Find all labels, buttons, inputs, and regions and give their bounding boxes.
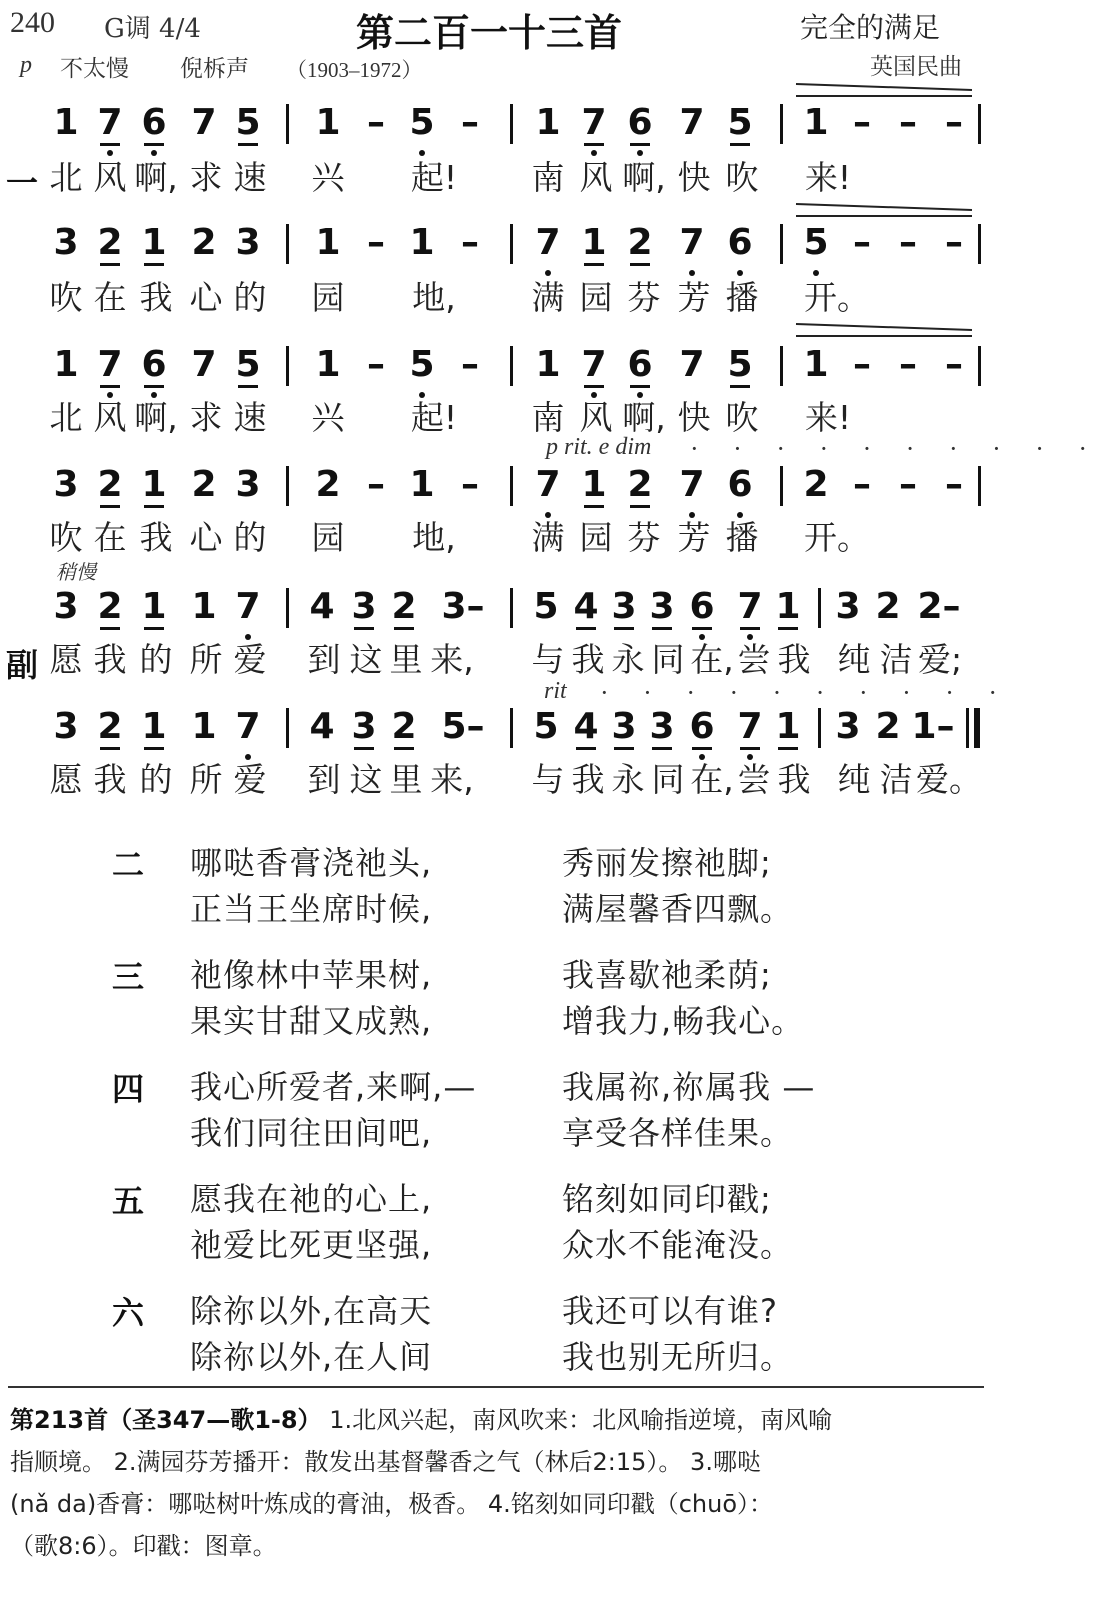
prit-dots: · · · · · · · · · · [690,434,1101,463]
bar-line [780,224,783,264]
lyric: 在 [93,518,127,557]
prit-annotation: p rit. e dim [546,434,652,460]
lyric: 这 [349,760,383,799]
note: – [945,344,963,385]
lyric: 同 [651,760,685,799]
bar-line [286,346,289,386]
lyric: 在 [93,278,127,317]
note: 1 [803,102,829,143]
lyric: 园 [311,278,345,317]
note: – [461,222,479,263]
notation-line-2 [0,220,1008,280]
note: 1 [409,222,435,263]
lyric: 来! [804,398,852,437]
lyric: 我 [571,760,605,799]
note: – [853,344,871,385]
lyric: 爱 [233,640,267,679]
note: – [899,464,917,505]
lyric: 快 [677,158,711,197]
bar-line [510,708,513,748]
verse-line: 哪哒香膏浇祂头, [190,844,433,882]
note: 1 [132,462,176,508]
lyric: 风 [93,158,127,197]
slightly-slow-mark: 稍慢 [56,560,96,584]
note: 7 [88,100,132,146]
notation-line-6 [0,704,1008,764]
lyric: 芳 [677,278,711,317]
lyric: 南 [531,158,565,197]
note: 6 [718,462,762,508]
lyric: 在, [690,640,734,679]
note: 5 [226,342,270,388]
footnote-line-4: （歌8:6）。印戳：图章。 [10,1532,277,1560]
bar-line [978,104,981,144]
footnote-line-1 [10,1400,990,1440]
lyric: 快 [677,398,711,437]
note: 7 [670,462,714,508]
final-bar-line-thick [974,708,980,748]
bar-line [286,104,289,144]
bar-line [510,588,513,628]
verse-line: 我喜歇祂柔荫; [562,956,772,994]
verse-line: 秀丽发擦祂脚; [562,844,772,882]
lyric: 永 [611,640,645,679]
note: 2 [803,464,829,505]
lyric: 开。 [804,278,870,317]
lyric: 芳 [677,518,711,557]
note: 5 [533,586,559,627]
bar-line [286,466,289,506]
note: 2 [875,706,901,747]
lyric: 到 [307,640,341,679]
lyric: 起! [410,158,458,197]
verse-number: 六 [112,1294,145,1332]
lyric: 洁 [879,760,913,799]
final-bar-line-thin [966,708,969,748]
lyric: 所 [189,760,223,799]
note: 1 [315,344,341,385]
verse-line: 除祢以外,在高天 [190,1292,433,1330]
lyric: 地, [412,518,456,557]
note: 6 [680,704,724,750]
lyric: 的 [233,278,267,317]
note: – [367,102,385,143]
lyric: 我 [571,640,605,679]
lyric: 我 [777,760,811,799]
note: – [899,102,917,143]
lyric: 播 [725,278,759,317]
lyric: 地, [412,278,456,317]
notation-line-3 [0,342,1008,402]
bar-line [780,466,783,506]
verse-line: 众水不能淹没。 [562,1226,794,1264]
note: 3 [835,586,861,627]
lyric: 北 [49,398,83,437]
lyric: 来, [430,640,474,679]
footnote-divider [8,1386,984,1388]
tempo-mark: 不太慢 [60,56,129,82]
lyric: 与 [531,640,565,679]
notation-line-1 [0,100,1008,160]
note: 7 [226,704,270,750]
lyric: 满 [531,518,565,557]
lyric: 心 [189,278,223,317]
lyric: 与 [531,760,565,799]
note: 1– [911,706,955,747]
lyric: 播 [725,518,759,557]
note: – [853,464,871,505]
verse-number: 三 [112,958,145,996]
note: 7 [572,342,616,388]
note: 6 [618,100,662,146]
note: 7 [572,100,616,146]
note: 1 [132,584,176,630]
lyric: 愿 [49,640,83,679]
lyric: 同 [651,640,685,679]
bar-line [510,224,513,264]
lyric: 纯 [837,640,871,679]
lyric: 尝 [737,760,771,799]
note: 7 [191,344,217,385]
lyric: 纯 [837,760,871,799]
note: 2 [88,220,132,266]
lyric: 爱; [917,640,963,679]
note: 3 [602,704,646,750]
note: 3 [53,222,79,263]
verse-line: 铭刻如同印戳; [562,1180,772,1218]
lyric: 啊, [134,398,178,437]
lyric: 我 [139,278,173,317]
verse-line: 我们同往田间吧, [190,1114,433,1152]
note: 4 [564,584,608,630]
note: 1 [315,102,341,143]
note: – [367,464,385,505]
note: 4 [309,586,335,627]
note: 7 [226,584,270,630]
note: 1 [53,102,79,143]
verse-line: 增我力,畅我心。 [562,1002,805,1040]
note: 3 [342,704,386,750]
hymn-subtitle: 完全的满足 [800,11,941,44]
lyric: 速 [233,158,267,197]
note: – [461,102,479,143]
lyric: 芬 [627,278,661,317]
note: 7 [679,102,705,143]
lyric: 心 [189,518,223,557]
note: – [899,222,917,263]
note: 6 [718,220,762,266]
lyric: 吹 [725,398,759,437]
lyric: 芬 [627,518,661,557]
verse-line: 祂像林中苹果树, [190,956,433,994]
dynamics-mark: p [20,52,32,78]
author-name: 倪柝声 [180,56,249,82]
lyric: 南 [531,398,565,437]
note: – [367,344,385,385]
lyric: 吹 [49,278,83,317]
bar-line [818,588,821,628]
note: 3 [235,464,261,505]
note: 3 [235,222,261,263]
bar-line [286,588,289,628]
lyric: 我 [777,640,811,679]
note: 1 [572,462,616,508]
note: 3 [53,586,79,627]
lyric: 所 [189,640,223,679]
bar-line [510,104,513,144]
note: 2 [382,704,426,750]
note: 5 [400,342,444,388]
note: 1 [572,220,616,266]
note: 1 [191,706,217,747]
footnote-text: 1.北风兴起，南风吹来：北风喻指逆境，南风喻 [321,1406,833,1434]
note: 4 [309,706,335,747]
note: 7 [670,220,714,266]
verse-number: 四 [112,1070,145,1108]
rit-dots: · · · · · · · · · · [600,678,1012,707]
author-years: （1903–1972） [286,58,423,82]
bar-line [286,708,289,748]
lyric: 尝 [737,640,771,679]
note: – [945,222,963,263]
lyric: 园 [579,518,613,557]
music-origin: 英国民曲 [870,54,962,80]
bar-line [286,224,289,264]
note: 2 [618,462,662,508]
note: 5 [718,342,762,388]
bar-line [978,466,981,506]
note: 6 [132,342,176,388]
note: – [461,464,479,505]
bar-line [978,346,981,386]
lyric: 满 [531,278,565,317]
note: 7 [679,344,705,385]
note: 4 [564,704,608,750]
lyric: 啊, [622,158,666,197]
note: 1 [132,220,176,266]
lyric: 到 [307,760,341,799]
bar-line [780,346,783,386]
footnote-label: 第213首（圣347—歌1-8） [10,1406,322,1434]
note: 2 [88,584,132,630]
lyric: 兴 [311,398,345,437]
note: 3 [342,584,386,630]
note: 2 [191,222,217,263]
verse-line: 正当王坐席时候, [190,890,433,928]
lyric: 这 [349,640,383,679]
verse-number: 五 [112,1182,145,1220]
lyric: 速 [233,398,267,437]
lyric: 求 [189,398,223,437]
note: 7 [728,704,772,750]
note: 7 [728,584,772,630]
lyric: 的 [139,640,173,679]
note: 3 [835,706,861,747]
bar-line [510,346,513,386]
note: 1 [315,222,341,263]
lyric: 啊, [134,158,178,197]
note: 3– [441,586,485,627]
note: – [853,102,871,143]
note: 2 [88,704,132,750]
lyric: 我 [139,518,173,557]
lyric: 开。 [804,518,870,557]
note: 6 [132,100,176,146]
lyric: 起! [410,398,458,437]
note: 1 [132,704,176,750]
note: 6 [680,584,724,630]
lyric: 洁 [879,640,913,679]
note: 2 [618,220,662,266]
verse-line: 除祢以外,在人间 [190,1338,433,1376]
verse-number: 二 [112,846,145,884]
lyric: 求 [189,158,223,197]
note: 3 [53,464,79,505]
verse-line: 果实甘甜又成熟, [190,1002,433,1040]
note: – [367,222,385,263]
note: 7 [191,102,217,143]
lyric: 里 [389,760,423,799]
note: – [945,102,963,143]
bar-line [510,466,513,506]
note: – [461,344,479,385]
note: – [899,344,917,385]
lyrics-line-2 [0,276,1008,322]
note: 1 [803,344,829,385]
note: 5 [400,100,444,146]
note: 7 [88,342,132,388]
note: 3 [602,584,646,630]
notation-line-5 [0,584,1008,644]
note: 3 [640,584,684,630]
note: 5 [226,100,270,146]
lyric: 吹 [725,158,759,197]
hymn-number: 240 [10,6,55,39]
note: 5 [718,100,762,146]
lyric: 永 [611,760,645,799]
note: 2 [315,464,341,505]
note: 2 [875,586,901,627]
lyric: 风 [93,398,127,437]
note: 1 [191,586,217,627]
verse-line: 享受各样佳果。 [562,1114,794,1152]
verse-line: 我也别无所归。 [562,1338,794,1376]
notation-line-4 [0,462,1008,522]
lyric: 的 [139,760,173,799]
lyric: 吹 [49,518,83,557]
note: 1 [535,102,561,143]
note: 1 [53,344,79,385]
note: 1 [409,464,435,505]
note: 1 [766,704,810,750]
verse-line: 满屋馨香四飘。 [562,890,794,928]
lyrics-line-1 [0,156,1008,202]
lyric: 愿 [49,760,83,799]
key-signature: G调 4/4 [104,14,201,44]
note: 3 [53,706,79,747]
bar-line [978,224,981,264]
hymn-title: 第二百一十三首 [356,11,623,55]
verse-line: 愿我在祂的心上, [190,1180,433,1218]
note: 6 [618,342,662,388]
bar-line [818,708,821,748]
lyrics-line-4 [0,516,1008,562]
lyric: 来, [430,760,474,799]
lyric: 北 [49,158,83,197]
chorus-marker: 副 [6,646,39,684]
lyric: 啊, [622,398,666,437]
note: 2 [88,462,132,508]
lyric: 我 [93,640,127,679]
note: 5 [533,706,559,747]
rit-annotation: rit [544,678,567,704]
note: 1 [535,344,561,385]
note: 5– [441,706,485,747]
note: 2 [382,584,426,630]
lyric: 的 [233,518,267,557]
lyric: 风 [579,158,613,197]
verse-line: 我还可以有谁? [562,1292,778,1330]
footnote-line-2: 指顺境。 2.满园芬芳播开：散发出基督馨香之气（林后2:15）。 3.哪哒 [10,1448,761,1476]
lyric: 爱。 [916,760,982,799]
note: – [853,222,871,263]
verse-marker-one: 一 [6,164,39,202]
lyric: 我 [93,760,127,799]
lyric: 在, [690,760,734,799]
verse-line: 祂爱比死更坚强, [190,1226,433,1264]
lyric: 园 [579,278,613,317]
lyric: 来! [804,158,852,197]
footnote-line-3: (nǎ da)香膏：哪哒树叶炼成的膏油，极香。 4.铭刻如同印戳（chuō）： [10,1490,774,1518]
note: 7 [526,220,570,266]
note: 5 [794,220,838,266]
note: 2 [191,464,217,505]
note: 7 [526,462,570,508]
note: – [945,464,963,505]
lyric: 兴 [311,158,345,197]
note: 3 [640,704,684,750]
note: 2– [917,586,961,627]
lyric: 爱 [233,760,267,799]
note: 1 [766,584,810,630]
lyric: 风 [579,398,613,437]
lyrics-line-6 [0,758,1008,804]
lyric: 里 [389,640,423,679]
verse-line: 我属祢,祢属我 — [562,1068,816,1106]
bar-line [780,104,783,144]
lyric: 园 [311,518,345,557]
verse-line: 我心所爱者,来啊,— [190,1068,477,1106]
